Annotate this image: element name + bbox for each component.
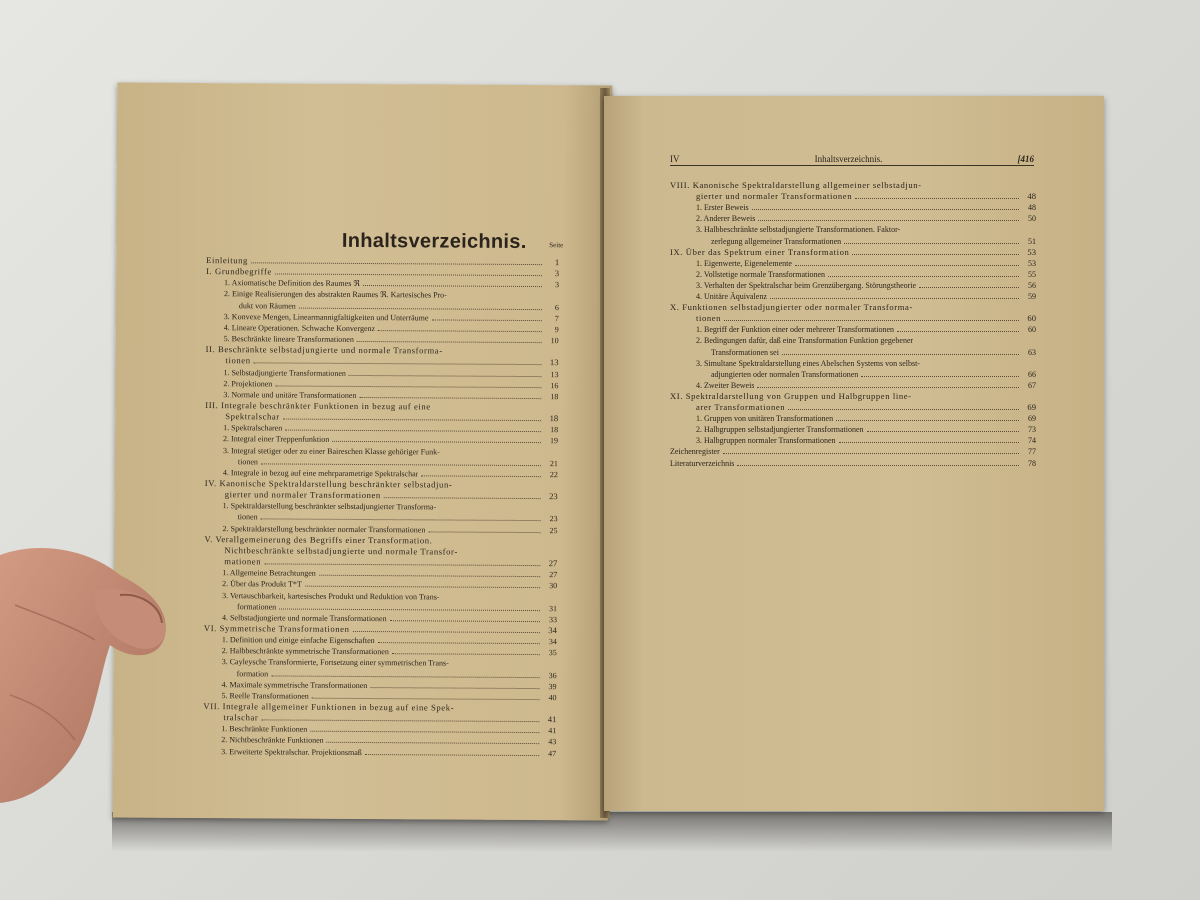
running-head-left: IV (670, 154, 680, 164)
toc-entry (221, 746, 556, 759)
toc-page-number: 39 (548, 681, 557, 691)
toc-entry-text: 1. Begriff der Funktion einer oder mehrerer Transformationen (696, 325, 895, 335)
toc-page-number: 59 (1028, 292, 1036, 301)
toc-entry (711, 347, 1036, 358)
toc-page-number: 25 (549, 525, 558, 535)
leader-dots (283, 419, 541, 422)
toc-entry-text: 1. Eigenwerte, Eigenelemente (696, 258, 792, 268)
toc-page-number: 66 (1028, 369, 1036, 379)
toc-entry-text: Nichtbeschränkte selbstadjungierte und normale Transfor- (224, 545, 458, 557)
toc-entry-text: 4. Integrale in bezug auf eine mehrparametrige Spektralschar (222, 467, 419, 479)
toc-entry-text: 3. Verhalten der Spektralschar beim Grenzübergang. Störungstheorie (696, 280, 917, 290)
toc-entry (696, 202, 1036, 213)
leader-dots (390, 620, 540, 622)
leader-dots (384, 497, 541, 499)
toc-entry-text: tionen (225, 355, 251, 366)
leader-dots (261, 720, 539, 723)
toc-page-number: 13 (550, 369, 559, 379)
leader-dots (724, 320, 1019, 321)
toc-entry (696, 324, 1036, 335)
toc-entry-text: 1. Beschränkte Funktionen (221, 724, 308, 734)
toc-entry (670, 247, 1036, 258)
toc-page-number: 60 (1028, 325, 1036, 335)
toc-page-number: 27 (549, 570, 558, 580)
toc-page-number: 40 (548, 692, 557, 703)
toc-entry-text: 1. Spektraldarstellung beschränkter selbstadjungierter Transforma- (222, 501, 437, 512)
leader-dots (737, 465, 1019, 466)
toc-entry-text: 2. Halbbeschränkte symmetrische Transformationen (221, 646, 389, 657)
toc-entry-text: 3. Halbgruppen normaler Transformationen (696, 436, 836, 446)
leader-dots (839, 442, 1019, 443)
leader-dots (363, 285, 542, 287)
running-head (670, 154, 1034, 166)
toc-page-number: 41 (548, 726, 557, 736)
leader-dots (795, 265, 1019, 266)
toc-page-number: 23 (549, 491, 558, 502)
toc-entry-text: 2. Spektraldarstellung beschränkter normaler Transformationen (222, 523, 426, 534)
leader-dots (828, 276, 1019, 277)
toc-entry-text: Literaturverzeichnis (670, 458, 735, 468)
leader-dots (861, 376, 1019, 377)
toc-page-number: 9 (554, 325, 559, 335)
toc-page-number: 18 (549, 413, 559, 424)
toc-page-number: 69 (1027, 402, 1036, 412)
leader-dots (757, 387, 1019, 388)
toc-entry-text: arer Transformationen (696, 402, 786, 412)
toc-page-number: 6 (554, 302, 559, 312)
toc-entry (696, 224, 1022, 235)
toc-entry-text: 4. Unitäre Äquivalenz (696, 292, 767, 301)
toc-entry (696, 313, 1036, 324)
leader-dots (852, 254, 1019, 255)
toc-entry-text: 4. Selbstadjungierte und normale Transformationen (221, 612, 387, 623)
toc-entry-text: X. Funktionen selbstadjungierter oder normaler Transforma- (670, 302, 913, 313)
leader-dots (758, 220, 1019, 221)
toc-entry (696, 424, 1036, 435)
toc-page-number: 19 (550, 436, 559, 446)
leader-dots (299, 307, 542, 309)
leader-dots (919, 287, 1019, 288)
toc-entry-text: II. Beschränkte selbstadjungierte und normale Transforma- (205, 344, 443, 356)
toc-entry-text: 4. Lineare Operationen. Schwache Konvergenz (223, 323, 376, 333)
toc-entry-text: tionen (237, 456, 258, 467)
toc-entry-text: 2. Über das Produkt T*T (222, 579, 302, 589)
toc-entry (670, 446, 1036, 457)
toc-entry-text: 2. Bedingungen dafür, daß eine Transformation Funktion gegebener (696, 336, 914, 346)
toc-page-number: 77 (1028, 447, 1036, 457)
toc-entry-text: formationen (237, 601, 277, 612)
toc-page-number: 1 (554, 257, 560, 268)
toc-page-number: 3 (554, 280, 560, 290)
toc-entry-text: formation (236, 668, 269, 678)
toc-entry-text: IX. Über das Spektrum einer Transformation (670, 246, 850, 257)
toc-entry-text: adjungierten oder normalen Transformationen (711, 369, 859, 379)
running-head-right: [416 (1017, 154, 1034, 164)
toc-page-number: 7 (554, 313, 559, 323)
leader-dots (352, 631, 539, 633)
toc-page-number: 56 (1028, 280, 1036, 290)
toc-page-number: 10 (550, 336, 559, 346)
leader-dots (897, 331, 1019, 332)
toc-entry-text: 2. Projektionen (223, 378, 273, 389)
toc-entry-text: 4. Maximale symmetrische Transformationen (221, 679, 368, 690)
running-head-center: Inhaltsverzeichnis. (814, 154, 883, 164)
toc-entry-text: Spektralschar (225, 411, 280, 422)
toc-entry (696, 213, 1036, 224)
toc-page-number: 34 (548, 637, 557, 647)
leader-dots (752, 209, 1019, 210)
leader-dots (431, 319, 541, 321)
toc-entry-text: Einleitung (206, 255, 249, 266)
toc-page-number: 48 (1028, 203, 1036, 213)
toc-entry (670, 180, 1022, 191)
toc-page-number: 43 (548, 737, 557, 747)
leader-dots (770, 298, 1019, 299)
right-page (604, 96, 1104, 811)
toc-entry (670, 391, 1022, 402)
leader-dots (332, 441, 541, 443)
leader-dots (327, 742, 540, 744)
leader-dots (275, 385, 541, 388)
toc-page-number: 53 (1027, 246, 1036, 257)
toc-entry-text: 2. Anderer Beweis (696, 214, 756, 224)
leader-dots (349, 374, 542, 376)
toc-entry-text: 1. Gruppen von unitären Transformationen (696, 414, 834, 424)
toc-page-number: 74 (1028, 436, 1036, 446)
toc-entry-text: VIII. Kanonische Spektraldarstellung allgemeiner selbstadjun- (670, 180, 922, 190)
toc-entry (696, 335, 1022, 346)
toc-entry-text: 5. Beschränkte lineare Transformationen (223, 334, 354, 344)
toc-page-number: 63 (1028, 347, 1036, 357)
toc-entry-text: 1. Definition und einige einfache Eigenschaften (221, 635, 375, 646)
toc-page-number: 67 (1028, 380, 1036, 390)
toc-entry (696, 291, 1036, 302)
toc-page-number: 18 (550, 391, 559, 401)
toc-page-number: 18 (550, 425, 559, 435)
toc-entry (670, 302, 1022, 313)
toc-entry-text: V. Verallgemeinerung des Begriffs einer Transformation. (204, 533, 433, 546)
toc-page-number: 35 (548, 648, 557, 658)
toc-entry-text: zerlegung allgemeiner Transformationen (711, 236, 842, 246)
toc-entry-text: 1. Axiomatische Definition des Raumes ℜ (223, 278, 360, 289)
toc-page-number: 50 (1028, 214, 1036, 224)
leader-dots (359, 397, 541, 399)
toc-page-number: 21 (549, 458, 558, 468)
toc-page-number: 60 (1027, 313, 1036, 324)
toc-page-number: 78 (1028, 458, 1036, 468)
leader-dots (254, 363, 542, 366)
toc-page-number: 33 (548, 614, 558, 624)
toc-entry-text: dukt von Räumen (238, 300, 296, 311)
toc-entry-text: tionen (237, 512, 258, 522)
toc-entry-text: XI. Spektraldarstellung von Gruppen und Halbgruppen line- (670, 390, 912, 401)
toc-page-number: 27 (548, 558, 558, 569)
leader-dots (365, 754, 539, 756)
leader-dots (370, 687, 539, 689)
toc-page-number: 47 (548, 748, 557, 758)
leader-dots (836, 420, 1019, 421)
toc-page-number: 73 (1028, 425, 1036, 435)
toc-entry-text: 3. Normale und unitäre Transformationen (223, 389, 357, 400)
leader-dots (271, 675, 539, 678)
toc-entry-text: 2. Einige Realisierungen des abstrakten Raumes ℜ. Kartesisches Pro- (223, 289, 447, 300)
leader-dots (285, 430, 541, 433)
toc-page-number: 34 (548, 625, 557, 636)
toc-entry-text: 3. Konvexe Mengen, Linearmannigfaltigkeiten und Unterräume (223, 311, 429, 323)
toc-entry-text: 5. Reelle Transformationen (221, 690, 309, 701)
leader-dots (378, 330, 542, 332)
leader-dots (264, 563, 540, 566)
toc-entry (696, 435, 1036, 446)
toc-entry (696, 258, 1036, 269)
toc-entry (696, 402, 1036, 413)
toc-entry-text: VI. Symmetrische Transformationen (203, 622, 350, 634)
toc-entry (711, 369, 1036, 380)
toc-entry-text: 3. Cayleysche Transformierte, Fortsetzung einer symmetrischen Trans- (221, 657, 449, 668)
left-page (113, 82, 612, 820)
toc-entry-text: IV. Kanonische Spektraldarstellung beschränkter selbstadjun- (204, 478, 453, 490)
leader-dots (261, 463, 541, 466)
leader-dots (279, 608, 540, 611)
page-title: Inhaltsverzeichnis. (341, 229, 527, 253)
toc-entry-text: 3. Simultane Spektraldarstellung eines Abelschen Systems von selbst- (696, 358, 920, 368)
leader-dots (782, 354, 1019, 355)
leader-dots (392, 653, 540, 655)
toc-page-number: 31 (549, 603, 558, 613)
toc-page-number: 3 (554, 268, 560, 279)
toc-entry (696, 280, 1036, 291)
leader-dots (855, 198, 1019, 199)
seite-label: Seite (549, 241, 564, 250)
toc-entry-text: mationen (224, 556, 262, 567)
toc-page-number: 36 (548, 670, 557, 680)
leader-dots (788, 409, 1019, 410)
leader-dots (428, 531, 540, 533)
toc-entry-text: 2. Halbgruppen selbstadjungierter Transformationen (696, 425, 864, 435)
toc-entry-text: 1. Spektralscharen (223, 423, 283, 433)
toc-entry-text: 2. Vollstetige normale Transformationen (696, 269, 826, 279)
leader-dots (251, 262, 542, 265)
leader-dots (312, 698, 540, 700)
toc-page-number: 23 (549, 514, 558, 524)
leader-dots (310, 731, 539, 733)
toc-entry-text: I. Grundbegriffe (206, 266, 272, 277)
leader-dots (378, 642, 540, 644)
toc-page-number: 55 (1028, 269, 1036, 279)
toc-entry-text: gierter und normaler Transformationen (696, 191, 853, 202)
toc-entry-text: gierter und normaler Transformationen (224, 489, 381, 501)
leader-dots (867, 431, 1019, 432)
toc-entry-text: 3. Integral stetiger oder zu einer Baireschen Klasse gehöriger Funk- (222, 445, 440, 457)
toc-entry-text: tralschar (223, 712, 259, 723)
toc-entry-text: Transformationen sei (711, 347, 779, 357)
toc-entry-text: 1. Allgemeine Betrachtungen (222, 568, 316, 578)
toc-entry-text: Zeichenregister (670, 447, 720, 457)
toc-entry-text: 1. Erster Beweis (696, 203, 749, 213)
toc-entry-text: tionen (696, 313, 722, 324)
toc-page-number: 13 (549, 357, 559, 368)
toc-entry (696, 269, 1036, 280)
toc-entry (696, 358, 1022, 369)
toc-entry-text: III. Integrale beschränkter Funktionen in bezug auf eine (205, 399, 431, 412)
toc-entry (696, 413, 1036, 424)
leader-dots (261, 519, 541, 522)
toc-entry (696, 380, 1036, 391)
toc-page-number: 69 (1028, 414, 1036, 424)
toc-entry-text: 2. Integral einer Treppenfunktion (223, 434, 330, 445)
toc-entry (696, 191, 1036, 202)
toc-page-number: 53 (1028, 258, 1036, 268)
toc-page-number: 48 (1027, 191, 1036, 202)
toc-entry (711, 236, 1036, 247)
toc-entry-text: 4. Zweiter Beweis (696, 380, 755, 390)
leader-dots (723, 453, 1019, 454)
toc-entry (670, 458, 1036, 469)
toc-page-number: 16 (550, 380, 559, 390)
leader-dots (319, 575, 540, 577)
toc-page-number: 22 (549, 469, 558, 480)
leader-dots (421, 475, 541, 477)
toc-entry-text: 3. Halbbeschränkte selbstadjungierte Transformationen. Faktor- (696, 225, 901, 235)
toc-left-list (116, 254, 611, 758)
toc-entry-text: 3. Erweiterte Spektralschar. Projektionsmaß (221, 746, 362, 757)
toc-entry-text: VII. Integrale allgemeiner Funktionen in bezug auf eine Spek- (203, 701, 455, 713)
leader-dots (357, 341, 542, 343)
toc-entry-text: 1. Selbstadjungierte Transformationen (223, 367, 346, 378)
toc-page-number: 51 (1028, 236, 1036, 246)
toc-page-number: 30 (549, 581, 558, 591)
leader-dots (275, 274, 542, 277)
hand-holding-book (0, 545, 175, 805)
toc-entry-text: 3. Vertauschbarkeit, kartesisches Produkt und Reduktion von Trans- (222, 590, 440, 601)
toc-page-number: 41 (547, 714, 557, 725)
leader-dots (844, 243, 1019, 244)
toc-entry-text: 2. Nichtbeschränkte Funktionen (221, 735, 324, 746)
leader-dots (305, 586, 540, 588)
